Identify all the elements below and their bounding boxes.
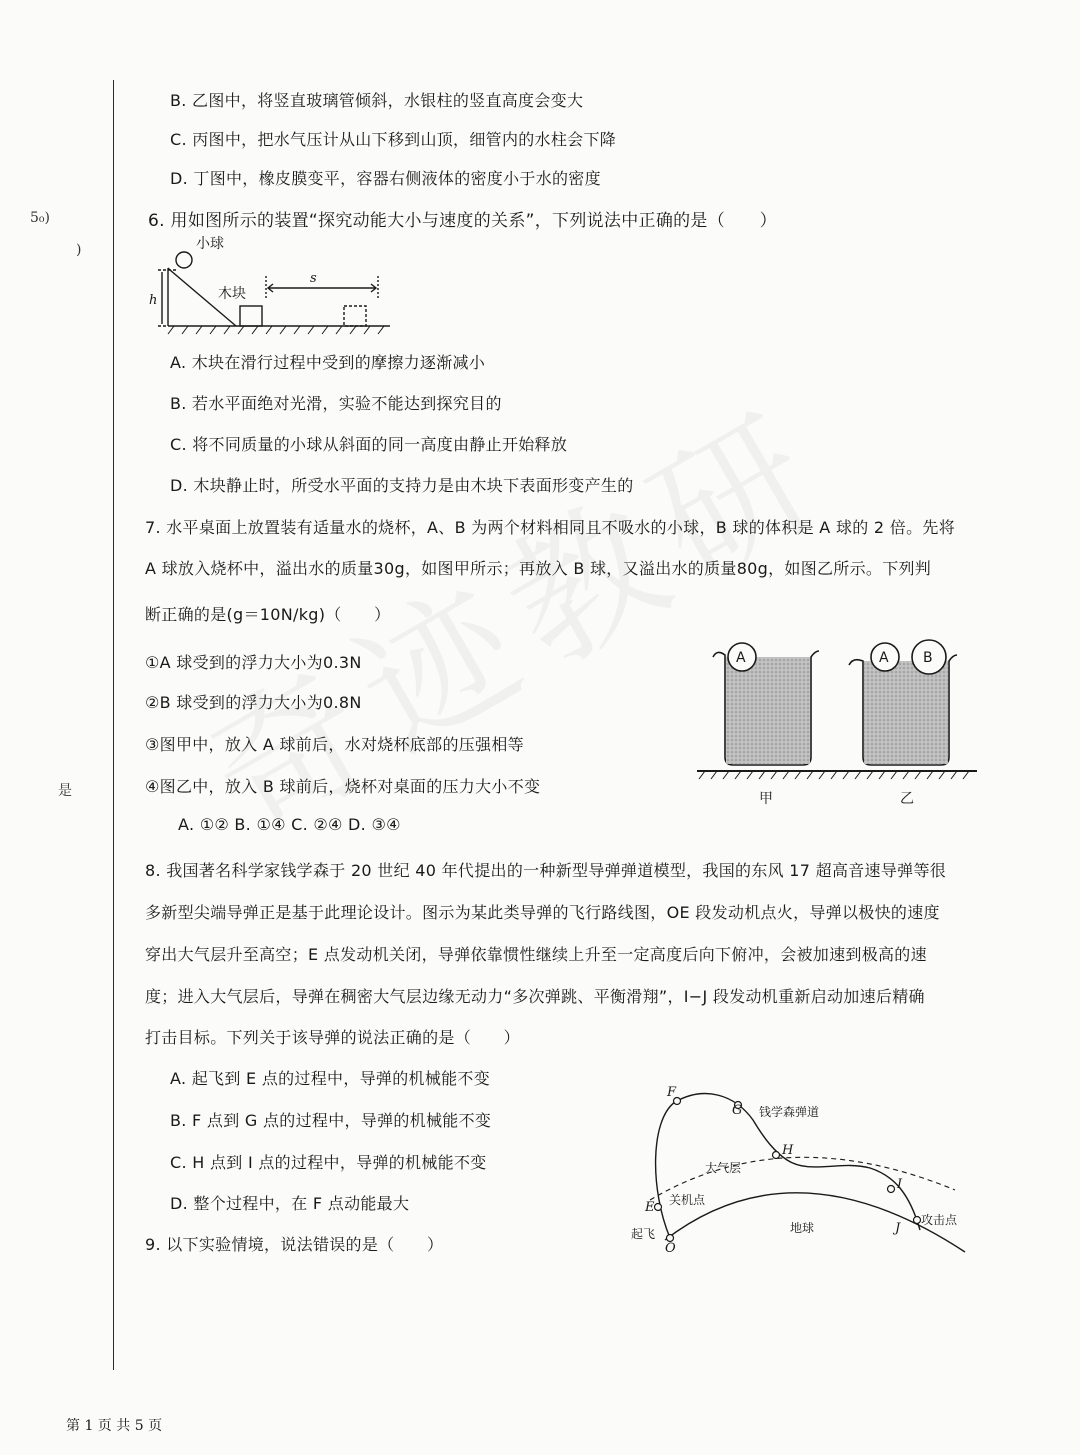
s-label: s <box>310 271 317 286</box>
q5-option-d: D. 丁图中，橡皮膜变平，容器右侧液体的密度小于水的密度 <box>170 169 601 188</box>
q8-stem-line-3: 穿出大气层升至高空；E 点发动机关闭，导弹依靠惯性继续上升至一定高度后向下俯冲，会被加速到极高的速 <box>145 945 927 964</box>
q7-statement-4: ④图乙中，放入 B 球前后，烧杯对桌面的压力大小不变 <box>145 777 541 796</box>
q7-statement-2: ②B 球受到的浮力大小为0.8N <box>145 693 362 712</box>
target-label: 攻击点 <box>921 1213 958 1227</box>
q6-option-b: B. 若水平面绝对光滑，实验不能达到探究目的 <box>170 394 502 413</box>
page-footer: 第 1 页 共 5 页 <box>66 1418 163 1434</box>
wood-block-icon <box>240 306 262 326</box>
q7-beaker-diagram <box>695 635 985 810</box>
label-jia: 甲 <box>759 791 773 807</box>
q8-stem-line-4: 度；进入大气层后，导弹在稠密大气层边缘无动力“多次弹跳、平衡滑翔”，I−J 段发动机重新启动加速后精确 <box>145 987 925 1006</box>
q6-option-d: D. 木块静止时，所受水平面的支持力是由木块下表面形变产生的 <box>170 476 634 495</box>
q7-stem-line-3: 断正确的是(g＝10N/kg)（ ） <box>145 605 391 624</box>
q8-option-a: A. 起飞到 E 点的过程中，导弹的机械能不变 <box>170 1069 491 1088</box>
point-f: F <box>667 1085 677 1100</box>
q8-option-d: D. 整个过程中，在 F 点动能最大 <box>170 1194 410 1213</box>
q9-stem: 9. 以下实验情境，说法错误的是（ ） <box>145 1235 444 1254</box>
q8-stem-line-5: 打击目标。下列关于该导弹的说法正确的是（ ） <box>145 1028 520 1047</box>
engine-off-label: 关机点 <box>669 1193 706 1207</box>
q7-stem-line-2: A 球放入烧杯中，溢出水的质量30g，如图甲所示；再放入 B 球，又溢出水的质量80g，如图乙所示。下列判 <box>145 559 932 578</box>
small-ball-icon <box>176 252 192 268</box>
q7-statement-1: ①A 球受到的浮力大小为0.3N <box>145 653 362 672</box>
earth-label: 地球 <box>790 1221 815 1235</box>
h-label: h <box>149 293 158 308</box>
ball-a-label-jia: A <box>736 650 746 666</box>
ball-a-label-yi: A <box>879 650 889 666</box>
q7-stem-line-1: 7. 水平桌面上放置装有适量水的烧杯，A、B 为两个材料相同且不吸水的小球，B 球的体积是 A 球的 2 倍。先将 <box>145 518 955 537</box>
q7-statement-3: ③图甲中，放入 A 球前后，水对烧杯底部的压强相等 <box>145 735 524 754</box>
margin-note-1: 5₀) <box>30 210 50 226</box>
q8-trajectory-diagram <box>625 1080 970 1255</box>
block-label: 木块 <box>218 286 246 302</box>
q5-option-b: B. 乙图中，将竖直玻璃管倾斜，水银柱的竖直高度会变大 <box>170 91 584 110</box>
point-e: E <box>645 1200 655 1215</box>
ball-label: 小球 <box>196 236 224 252</box>
takeoff-label: 起飞 <box>631 1227 656 1241</box>
point-g: G <box>732 1103 743 1118</box>
atmosphere-label: 大气层 <box>705 1161 742 1175</box>
q5-option-c: C. 丙图中，把水气压计从山下移到山顶，细管内的水柱会下降 <box>170 130 617 149</box>
point-i: I <box>897 1177 903 1192</box>
q7-choices: A. ①② B. ①④ C. ②④ D. ③④ <box>178 815 401 834</box>
q8-option-b: B. F 点到 G 点的过程中，导弹的机械能不变 <box>170 1111 492 1130</box>
point-j: J <box>895 1221 901 1236</box>
q8-option-c: C. H 点到 I 点的过程中，导弹的机械能不变 <box>170 1153 487 1172</box>
q6-ramp-diagram <box>148 228 398 338</box>
margin-note-3: 是 <box>58 783 72 799</box>
trajectory-title: 钱学森弹道 <box>759 1105 820 1119</box>
binding-margin-line <box>113 80 114 1370</box>
q6-option-a: A. 木块在滑行过程中受到的摩擦力逐渐减小 <box>170 353 486 372</box>
point-o: O <box>665 1241 676 1256</box>
q8-stem-line-1: 8. 我国著名科学家钱学森于 20 世纪 40 年代提出的一种新型导弹弹道模型，我国的东风 17 超高音速导弹等很 <box>145 861 947 880</box>
point-h: H <box>782 1143 794 1158</box>
q8-stem-line-2: 多新型尖端导弹正是基于此理论设计。图示为某此类导弹的飞行路线图，OE 段发动机点火，导弹以极快的速度 <box>145 903 940 922</box>
q6-stem: 6. 用如图所示的装置“探究动能大小与速度的关系”，下列说法中正确的是（ ） <box>148 211 777 231</box>
q6-option-c: C. 将不同质量的小球从斜面的同一高度由静止开始释放 <box>170 435 568 454</box>
label-yi: 乙 <box>900 791 914 807</box>
ball-b-label-yi: B <box>923 650 933 666</box>
margin-note-2: ) <box>76 242 82 258</box>
